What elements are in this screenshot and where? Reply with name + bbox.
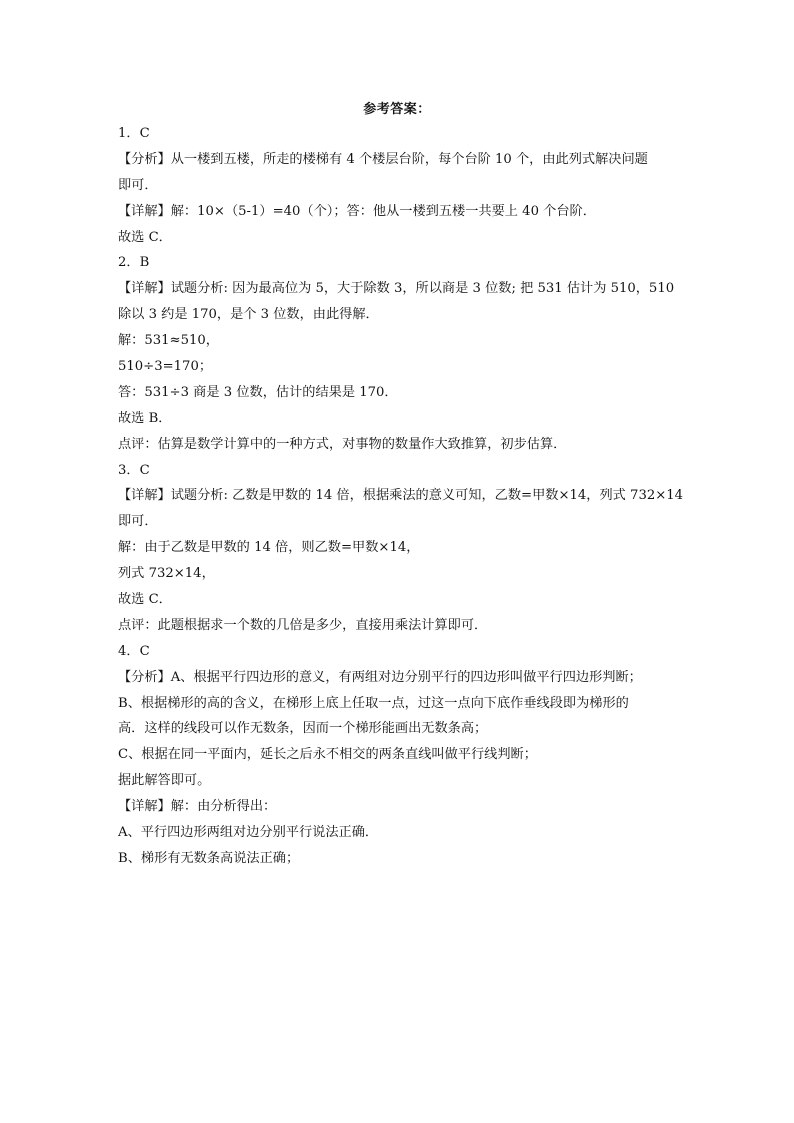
text-line: 列式 732×14， bbox=[118, 566, 215, 582]
text-line: B、梯形有无数条高说法正确； bbox=[118, 850, 300, 866]
text-line: 据此解答即可。 bbox=[118, 773, 211, 789]
text-line: 点评：此题根据求一个数的几倍是多少，直接用乘法计算即可． bbox=[118, 617, 488, 633]
text-line: C、根据在同一平面内，延长之后永不相交的两条直线叫做平行线判断； bbox=[118, 747, 537, 763]
text-line: 4．C bbox=[118, 643, 150, 659]
text-line: 【分析】A、根据平行四边形的意义，有两组对边分别平行的四边形叫做平行四边形判断； bbox=[118, 669, 642, 685]
text-line: 即可． bbox=[118, 177, 158, 193]
text-line: 点评：估算是数学计算中的一种方式，对事物的数量作大致推算，初步估算． bbox=[118, 436, 567, 452]
text-line: 除以 3 约是 170，是个 3 位数，由此得解． bbox=[118, 307, 379, 323]
text-line: 3．C bbox=[118, 462, 150, 478]
text-line: 故选 C． bbox=[118, 229, 172, 245]
text-line: 高．这样的线段可以作无数条，因而一个梯形能画出无数条高； bbox=[118, 721, 488, 737]
text-line: 【分析】从一楼到五楼，所走的楼梯有 4 个楼层台阶，每个台阶 10 个，由此列式解决问题 bbox=[118, 151, 648, 167]
text-line: 答：531÷3 商是 3 位数，估计的结果是 170． bbox=[118, 384, 398, 400]
text-line: B、根据梯形的高的含义，在梯形上底上任取一点，过这一点向下底作垂线段即为梯形的 bbox=[118, 695, 629, 711]
text-line: 解：由于乙数是甲数的 14 倍，则乙数=甲数×14， bbox=[118, 540, 420, 556]
text-line: 【详解】试题分析: 因为最高位为 5，大于除数 3，所以商是 3 位数; 把 531 估计为 510，510 bbox=[118, 281, 675, 297]
text-line: A、平行四边形两组对边分别平行说法正确． bbox=[118, 825, 379, 841]
text-line: 即可． bbox=[118, 514, 158, 530]
page-title: 参考答案： bbox=[363, 102, 431, 117]
text-line: 1．C bbox=[118, 126, 150, 141]
text-line: 故选 C． bbox=[118, 592, 172, 608]
text-line: 解：531≈510， bbox=[118, 333, 219, 349]
text-line: 【详解】试题分析: 乙数是甲数的 14 倍，根据乘法的意义可知，乙数=甲数×14，列式 732×14 bbox=[118, 488, 684, 504]
text-line: 2．B bbox=[118, 255, 150, 271]
text-line: 【详解】解：10×（5-1）=40（个）；答：他从一楼到五楼一共要上 40 个台阶． bbox=[118, 203, 596, 219]
answer-content bbox=[118, 121, 684, 872]
text-line: 故选 B． bbox=[118, 410, 172, 426]
text-line: 【详解】解：由分析得出： bbox=[118, 799, 277, 815]
text-line: 510÷3=170； bbox=[118, 359, 213, 375]
